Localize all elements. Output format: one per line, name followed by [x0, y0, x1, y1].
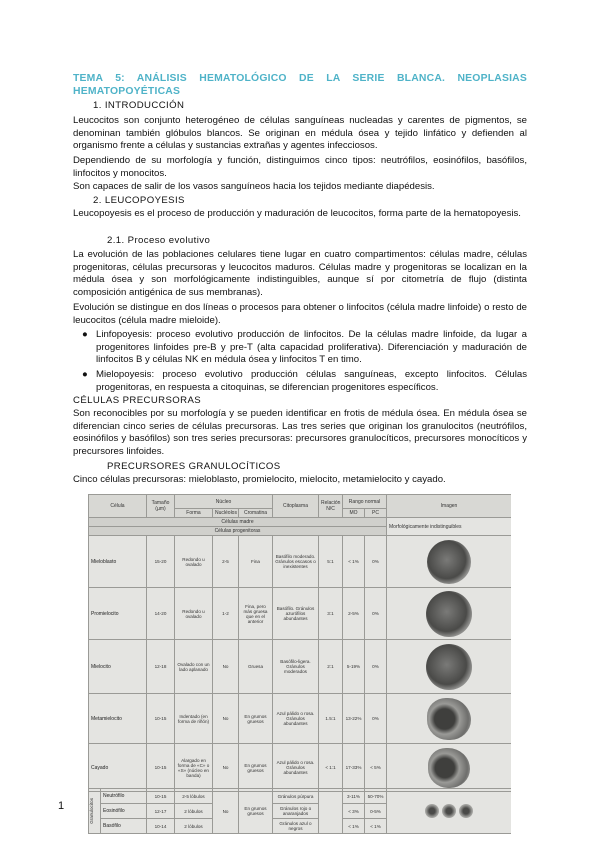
cayado-cell-image	[428, 748, 470, 788]
table-cell: 10-14	[147, 819, 175, 834]
table-cell: Cayado	[89, 744, 147, 792]
table-cell: 2-5	[213, 536, 239, 588]
table-row	[89, 640, 512, 694]
paragraph-precursoras: Son reconocibles por su morfología y se pueden identificar en frotis de médula ósea. En médula ósea se diferencian cinco series de células precursoras. Las tres series que originan los granulocitos (neutrófilos, eosinófilos y basófilos) son tres series precursoras: precursores granulocíticos, precursores monocíticos y precursores linfoides.	[73, 408, 527, 457]
table-cell: Redondo u ovalado	[175, 588, 213, 640]
table-cell: No	[213, 640, 239, 694]
madre-imagen-note: Morfológicamente indistinguibles	[387, 518, 512, 536]
promielocito-cell-image	[426, 591, 472, 637]
table-row	[89, 744, 512, 792]
table-cell: 0%	[365, 536, 387, 588]
col-pc: PC	[365, 509, 387, 518]
paragraph-leucopoyesis: Leucopoyesis es el proceso de producción y maduración de leucocitos, forma parte de la hematopoyesis.	[73, 208, 521, 219]
table-cell: 2:1	[319, 640, 343, 694]
table-cell: 10-15	[147, 789, 175, 804]
table-cell: 17-33%	[343, 744, 365, 792]
metamielocito-cell-image	[427, 698, 471, 740]
table-cell: Fina, pero más gruesa que en el anterior	[239, 588, 273, 640]
table-cell: < 1%	[343, 819, 365, 834]
table-cell: 15-20	[147, 536, 175, 588]
col-relacion: Relación N/C	[319, 495, 343, 518]
bullet-mielopoyesis	[82, 369, 527, 394]
table-cell: Mieloblasto	[89, 536, 147, 588]
table-cell: 5-19%	[343, 640, 365, 694]
page-number: 1	[58, 800, 65, 812]
col-nucleolos: Nucléolos	[213, 509, 239, 518]
table-row	[89, 694, 512, 744]
table-cell: 2 lóbulos	[175, 819, 213, 834]
paragraph-tipos: Dependiendo de su morfología y función, distinguimos cinco tipos: neutrófilos, eosinófilos, basófilos, linfocitos y monocitos.	[73, 155, 527, 179]
table-cell: 2-5%	[343, 588, 365, 640]
table-cell: 10-15	[147, 744, 175, 792]
neutrofilo-cell-image	[425, 804, 439, 818]
heading-introduccion: 1. INTRODUCCIÓN	[93, 100, 185, 111]
table-cell: 5:1	[319, 536, 343, 588]
table-cell: En grumos gruesos	[239, 789, 273, 834]
table-cell: 14-20	[147, 588, 175, 640]
table-cell: Gruesa	[239, 640, 273, 694]
heading-leucopoyesis: 2. LEUCOPOYESIS	[93, 195, 185, 206]
table-cell: Metamielocito	[89, 694, 147, 744]
table-cell: 13-22%	[343, 694, 365, 744]
mieloblasto-cell-image	[427, 540, 471, 584]
eosinofilo-cell-image	[442, 804, 456, 818]
table-cell: 0%	[365, 588, 387, 640]
table-cell: En grumos gruesos	[239, 744, 273, 792]
col-celula: Célula	[89, 495, 147, 518]
heading-proceso-evolutivo: 2.1. Proceso evolutivo	[107, 235, 211, 246]
table-cell: 50-70%	[365, 789, 387, 804]
basofilo-cell-image	[459, 804, 473, 818]
heading-precursores-granulociticos: PRECURSORES GRANULOCÍTICOS	[107, 461, 281, 472]
paragraph-leucocitos: Leucocitos son conjunto heterogéneo de células sanguíneas nucleadas y carentes de pigmentos, se denominan también glóbulos blancos. Se originan en médula ósea y tejido linfático y defienden al organismo frente a células y sustancias extrañas y agentes infecciosos.	[73, 115, 527, 152]
col-forma: Forma	[175, 509, 213, 518]
table-cell: Azul pálido o rosa. Gránulos abundantes	[273, 694, 319, 744]
table-cell: Basófilo	[101, 819, 147, 834]
table-cell: 12-18	[147, 640, 175, 694]
col-cromatina: Cromatina	[239, 509, 273, 518]
table-cell: < 1%	[343, 536, 365, 588]
table-row	[89, 588, 512, 640]
bullet-dot-icon: ●	[82, 369, 88, 380]
table-cell: 10-15	[147, 694, 175, 744]
table-cell: Mielocito	[89, 640, 147, 694]
table-cell: Mielopoyesis: proceso evolutivo producción células sanguíneas, excepto linfocitos. Células progenitoras, en respuesta a citoquinas, se diferencian progenitores específicos.	[96, 369, 527, 393]
table-cell: Indentado (en forma de riñón)	[175, 694, 213, 744]
table-cell: 0%	[365, 640, 387, 694]
col-mo: MO	[343, 509, 365, 518]
precursors-table-image	[88, 494, 511, 834]
granulocitos-label: Granulocitos	[89, 798, 94, 824]
granulocitos-block	[88, 788, 511, 834]
table-cell: Gránulos azul o negros	[273, 819, 319, 834]
table-row	[89, 536, 512, 588]
table-cell: 1-2	[213, 588, 239, 640]
document-title: TEMA 5: ANÁLISIS HEMATOLÓGICO DE LA SERIE BLANCA. NEOPLASIAS HEMATOPOYÉTICAS	[73, 73, 527, 97]
table-cell: Gránulos púrpura	[273, 789, 319, 804]
table-cell: 3:1	[319, 588, 343, 640]
bullet-linfopoyesis	[82, 329, 527, 367]
mielocito-cell-image	[426, 644, 472, 690]
paragraph-cinco-celulas: Cinco células precursoras: mieloblasto, promielocito, mielocito, metamielocito y cayado.	[73, 474, 446, 485]
table-cell: Neutrófilo	[101, 789, 147, 804]
table-cell: 2 lóbulos	[175, 804, 213, 819]
table-cell: Redondo u ovalado	[175, 536, 213, 588]
table-cell: Promielocito	[89, 588, 147, 640]
col-citoplasma: Citoplasma	[273, 495, 319, 518]
paragraph-lineas: Evolución se distingue en dos líneas o procesos para obtener o linfocitos (célula madre linfoide) o resto de leucocitos (célula madre mieloide).	[73, 302, 527, 326]
table-cell: 2-5 lóbulos	[175, 789, 213, 804]
bullet-dot-icon: ●	[82, 329, 88, 340]
table-cell: 1.5:1	[319, 694, 343, 744]
table-cell: Basófilo. Gránulos azurófilos abundantes	[273, 588, 319, 640]
table-cell: No	[213, 694, 239, 744]
table-cell: < 1:1	[319, 744, 343, 792]
table-cell: No	[213, 744, 239, 792]
col-nucleo: Núcleo	[175, 495, 273, 509]
col-rango: Rango normal	[343, 495, 387, 509]
table-cell: < 5%	[365, 744, 387, 792]
table-cell: 12-17	[147, 804, 175, 819]
paragraph-compartimentos: La evolución de las poblaciones celulares tiene lugar en cuatro compartimentos: células madre, células progenitoras, células precursoras y leucocitos maduros. Células madre y progenitoras se localizan en la médula ósea y son morfológicamente indistinguibles, aunque sí por citometría de flujo (distinta composición antigénica de sus membranas).	[73, 249, 527, 298]
table-cell: Gránulos rojo o anaranjados	[273, 804, 319, 819]
table-cell: Azul pálido o rosa. Gránulos abundantes	[273, 744, 319, 792]
section-celulas-madre: Células madre	[89, 518, 387, 527]
table-cell: < 1%	[365, 819, 387, 834]
table-cell: Fina	[239, 536, 273, 588]
table-cell: Basófilo-ligera. Gránulos moderados	[273, 640, 319, 694]
table-cell: 0%	[365, 694, 387, 744]
table-cell: 0-5%	[365, 804, 387, 819]
table-cell: < 3%	[343, 804, 365, 819]
table-cell: Linfopoyesis: proceso evolutivo producción de linfocitos. De la células madre linfoide, da lugar a progenitores linfoides pre-B y pre-T (alta capacidad proliferativa). Diferenciación y maduración de linfocitos B y células NK en médula ósea y linfocitos T en timo.	[96, 329, 527, 366]
paragraph-diapedesis: Son capaces de salir de los vasos sanguíneos hacia los tejidos mediante diapédesis.	[73, 181, 435, 192]
table-cell: 3-11%	[343, 789, 365, 804]
section-celulas-progenitoras: Células progenitoras	[89, 527, 387, 536]
table-cell: Eosinófilo	[101, 804, 147, 819]
heading-celulas-precursoras: CÉLULAS PRECURSORAS	[73, 395, 202, 406]
precursors-table	[88, 494, 511, 792]
table-cell: En grumos gruesos	[239, 694, 273, 744]
col-imagen: Imagen	[387, 495, 512, 518]
table-cell: No	[213, 789, 239, 834]
col-tamano: Tamaño (µm)	[147, 495, 175, 518]
table-cell: Alargado en forma de «C» o «S» (núcleo en banda)	[175, 744, 213, 792]
table-cell: Ovalado con un lado aplanado	[175, 640, 213, 694]
table-cell: Basófilo moderado. Gránulos escasos o inexistentes	[273, 536, 319, 588]
